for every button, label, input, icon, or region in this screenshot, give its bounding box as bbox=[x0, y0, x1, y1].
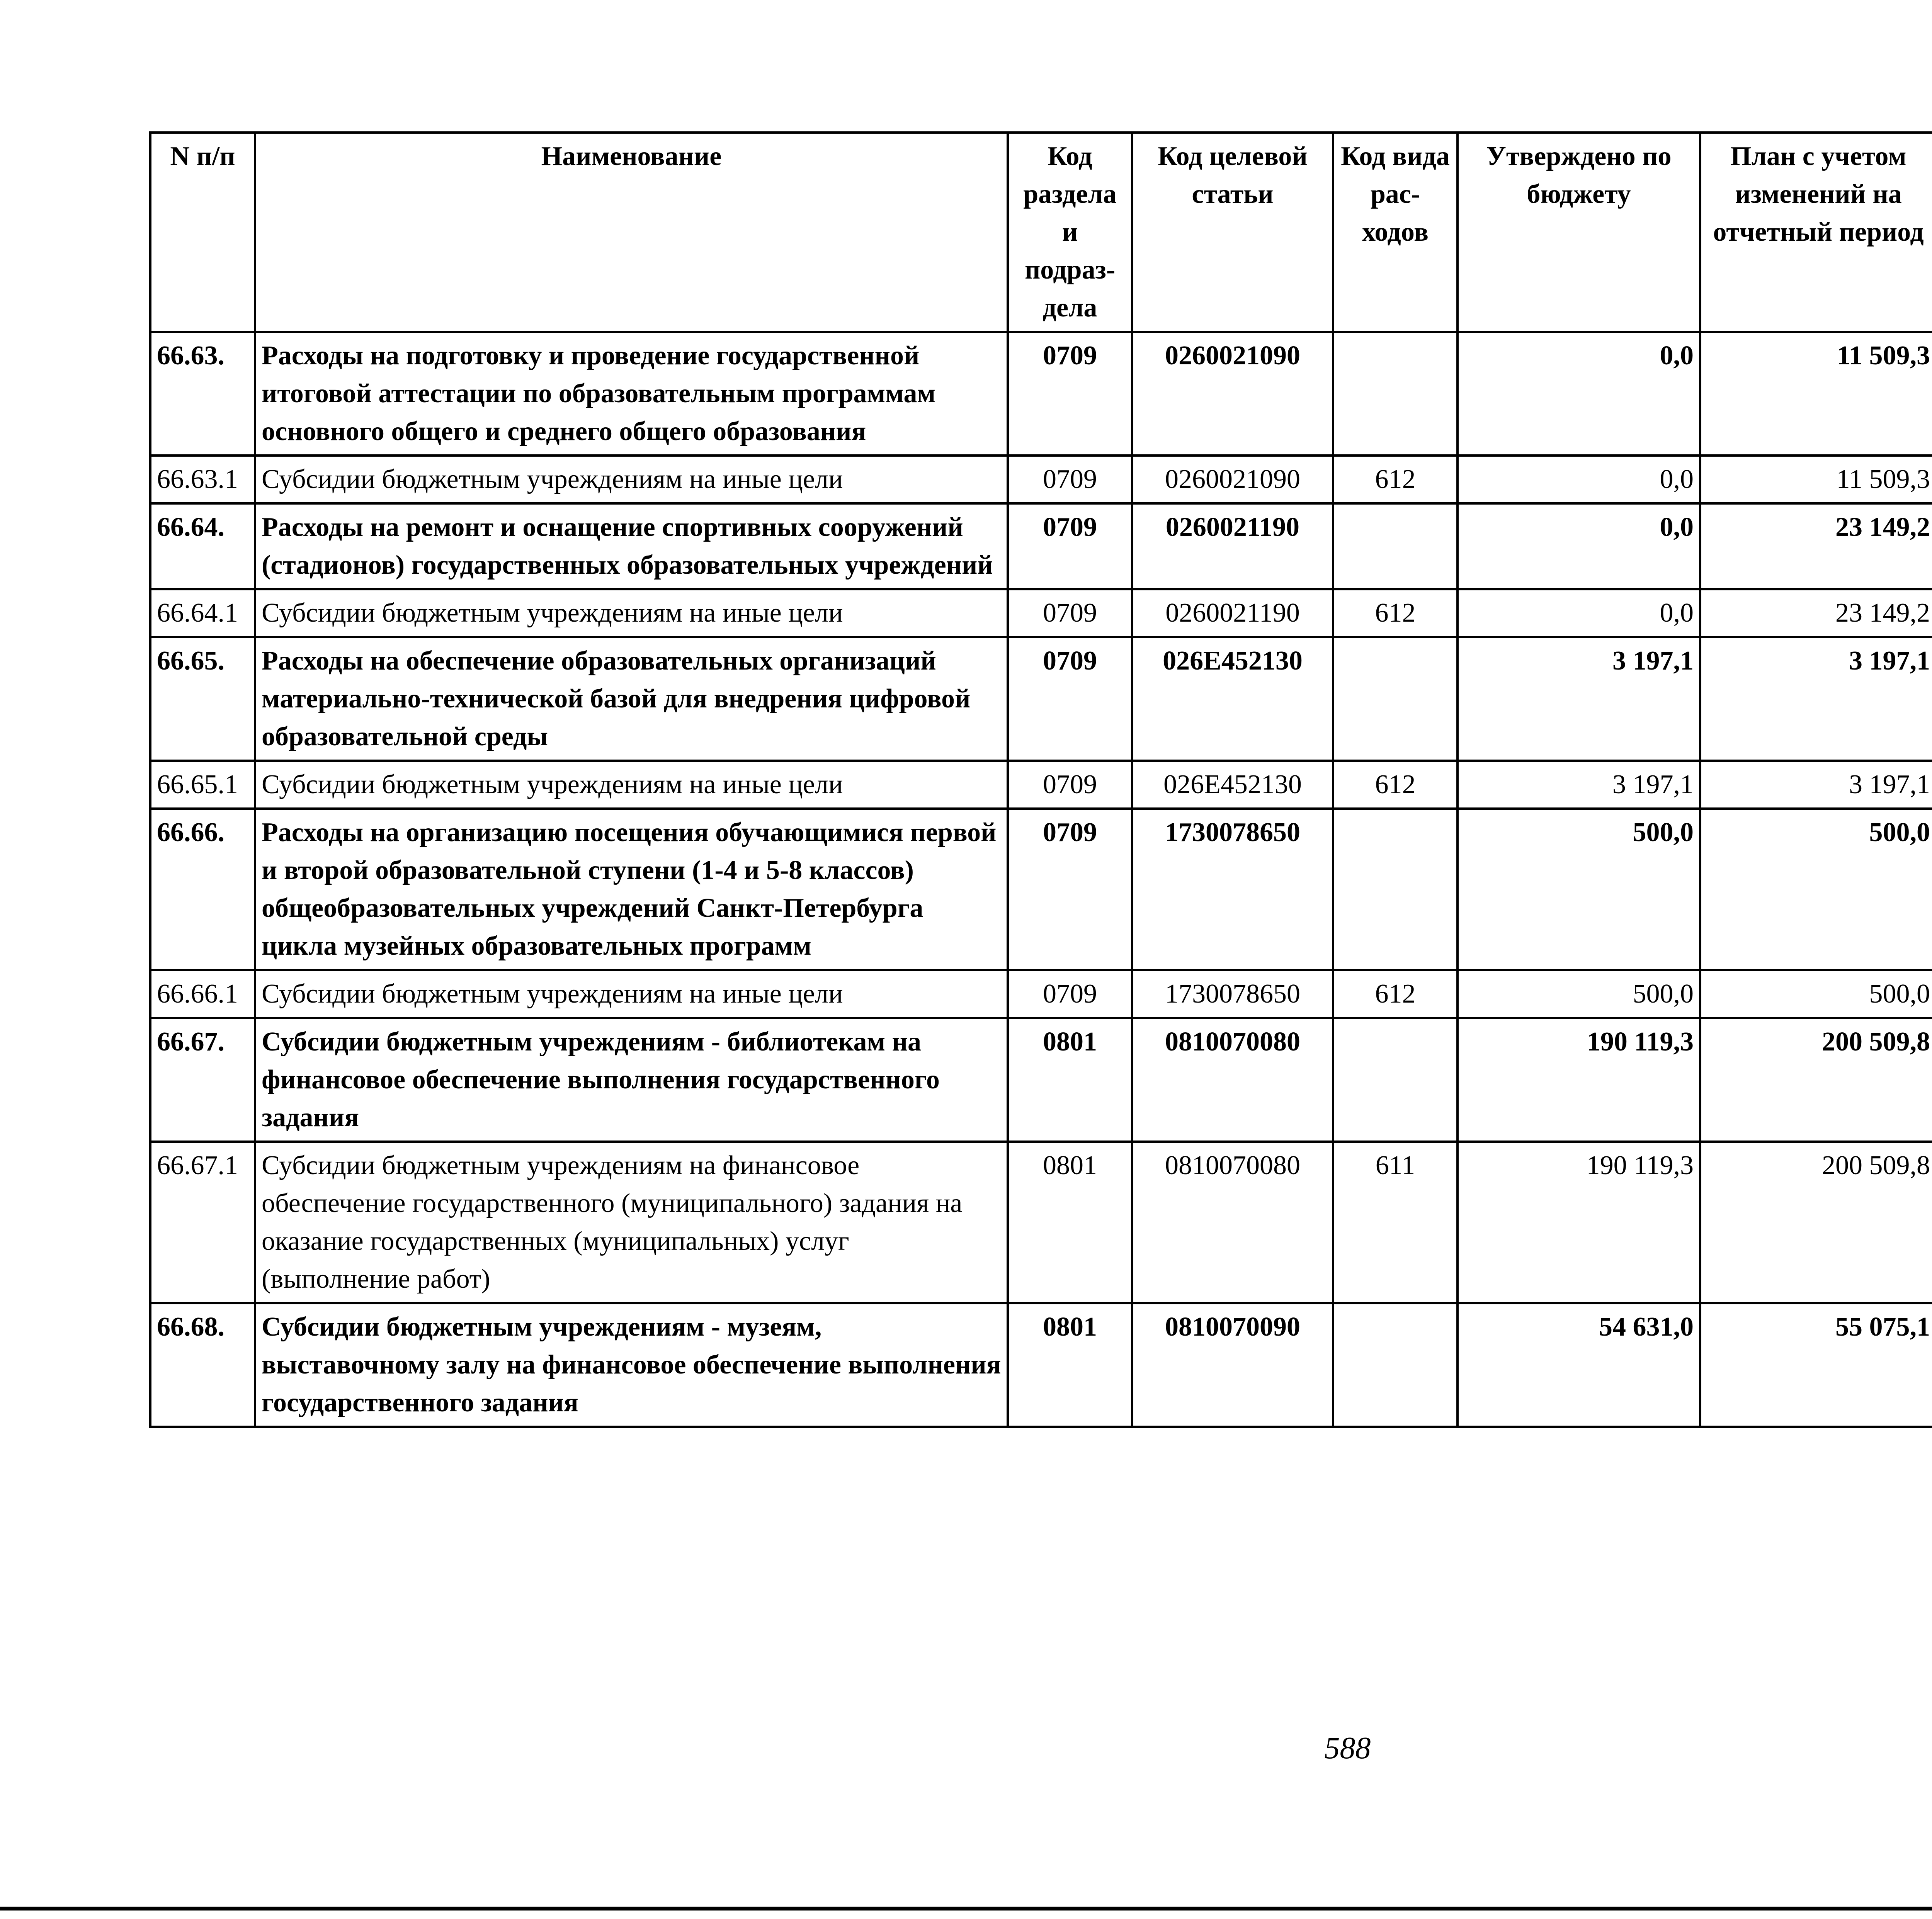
cell-expense-code bbox=[1333, 332, 1458, 456]
cell-name: Расходы на организацию посещения обучающимися первой и второй образовательной ступени (1-4 и 5-8 классов) общеобразовательных учреждений Санкт-Петербурга цикла музейных образовательных программ bbox=[255, 809, 1008, 970]
cell-approved: 3 197,1 bbox=[1458, 637, 1700, 761]
cell-target-code: 0810070080 bbox=[1132, 1142, 1333, 1303]
cell-plan: 500,0 bbox=[1700, 809, 1932, 970]
cell-num: 66.67. bbox=[150, 1018, 255, 1142]
table-row bbox=[150, 970, 1932, 1018]
cell-num: 66.64.1 bbox=[150, 589, 255, 637]
cell-plan: 23 149,2 bbox=[1700, 503, 1932, 589]
cell-section-code: 0709 bbox=[1008, 503, 1132, 589]
cell-approved: 500,0 bbox=[1458, 809, 1700, 970]
cell-section-code: 0709 bbox=[1008, 332, 1132, 456]
cell-section-code: 0709 bbox=[1008, 809, 1132, 970]
cell-num: 66.65.1 bbox=[150, 761, 255, 809]
cell-expense-code bbox=[1333, 1018, 1458, 1142]
header-name: Наименование bbox=[255, 133, 1008, 332]
cell-target-code: 0260021090 bbox=[1132, 332, 1333, 456]
cell-name: Субсидии бюджетным учреждениям на иные цели bbox=[255, 456, 1008, 503]
table-row bbox=[150, 332, 1932, 456]
table-row bbox=[150, 1142, 1932, 1303]
cell-plan: 200 509,8 bbox=[1700, 1142, 1932, 1303]
header-approved: Утверждено по бюджету bbox=[1458, 133, 1700, 332]
cell-name: Субсидии бюджетным учреждениям на иные цели bbox=[255, 970, 1008, 1018]
cell-section-code: 0709 bbox=[1008, 456, 1132, 503]
cell-target-code: 0260021190 bbox=[1132, 503, 1333, 589]
cell-expense-code bbox=[1333, 1303, 1458, 1427]
cell-target-code: 0260021090 bbox=[1132, 456, 1333, 503]
cell-approved: 0,0 bbox=[1458, 332, 1700, 456]
table-body bbox=[150, 332, 1932, 1427]
cell-target-code: 1730078650 bbox=[1132, 809, 1333, 970]
cell-num: 66.63.1 bbox=[150, 456, 255, 503]
cell-num: 66.66.1 bbox=[150, 970, 255, 1018]
cell-section-code: 0709 bbox=[1008, 761, 1132, 809]
cell-num: 66.68. bbox=[150, 1303, 255, 1427]
cell-plan: 3 197,1 bbox=[1700, 637, 1932, 761]
cell-num: 66.65. bbox=[150, 637, 255, 761]
cell-expense-code: 612 bbox=[1333, 456, 1458, 503]
cell-plan: 11 509,3 bbox=[1700, 456, 1932, 503]
header-num: N п/п bbox=[150, 133, 255, 332]
cell-section-code: 0801 bbox=[1008, 1018, 1132, 1142]
table-row bbox=[150, 589, 1932, 637]
cell-num: 66.66. bbox=[150, 809, 255, 970]
cell-target-code: 0260021190 bbox=[1132, 589, 1333, 637]
cell-num: 66.63. bbox=[150, 332, 255, 456]
cell-target-code: 0810070090 bbox=[1132, 1303, 1333, 1427]
cell-approved: 3 197,1 bbox=[1458, 761, 1700, 809]
cell-section-code: 0801 bbox=[1008, 1142, 1132, 1303]
table-header bbox=[150, 133, 1932, 332]
cell-target-code: 026E452130 bbox=[1132, 761, 1333, 809]
table-row bbox=[150, 809, 1932, 970]
cell-approved: 190 119,3 bbox=[1458, 1018, 1700, 1142]
cell-expense-code bbox=[1333, 809, 1458, 970]
cell-section-code: 0709 bbox=[1008, 589, 1132, 637]
cell-approved: 0,0 bbox=[1458, 503, 1700, 589]
header-section-code: Код раздела и подраз- дела bbox=[1008, 133, 1132, 332]
table-row bbox=[150, 1018, 1932, 1142]
cell-section-code: 0709 bbox=[1008, 637, 1132, 761]
header-expense-code: Код вида рас- ходов bbox=[1333, 133, 1458, 332]
header-target-code: Код целевой статьи bbox=[1132, 133, 1333, 332]
table-row bbox=[150, 761, 1932, 809]
page-number: 588 bbox=[1324, 1731, 1371, 1765]
cell-section-code: 0801 bbox=[1008, 1303, 1132, 1427]
cell-name: Субсидии бюджетным учреждениям - библиотекам на финансовое обеспечение выполнения государственного задания bbox=[255, 1018, 1008, 1142]
cell-approved: 190 119,3 bbox=[1458, 1142, 1700, 1303]
cell-plan: 23 149,2 bbox=[1700, 589, 1932, 637]
cell-name: Субсидии бюджетным учреждениям на иные цели bbox=[255, 589, 1008, 637]
cell-expense-code bbox=[1333, 637, 1458, 761]
table-row bbox=[150, 637, 1932, 761]
cell-name: Субсидии бюджетным учреждениям на иные цели bbox=[255, 761, 1008, 809]
cell-plan: 3 197,1 bbox=[1700, 761, 1932, 809]
budget-execution-table bbox=[149, 131, 1932, 1428]
cell-section-code: 0709 bbox=[1008, 970, 1132, 1018]
table-row bbox=[150, 1303, 1932, 1427]
cell-expense-code: 612 bbox=[1333, 589, 1458, 637]
cell-expense-code: 612 bbox=[1333, 970, 1458, 1018]
cell-name: Расходы на ремонт и оснащение спортивных сооружений (стадионов) государственных образовательных учреждений bbox=[255, 503, 1008, 589]
cell-name: Расходы на подготовку и проведение государственной итоговой аттестации по образовательным программам основного общего и среднего общего образования bbox=[255, 332, 1008, 456]
cell-name: Субсидии бюджетным учреждениям - музеям, выставочному залу на финансовое обеспечение выполнения государственного задания bbox=[255, 1303, 1008, 1427]
cell-plan: 55 075,1 bbox=[1700, 1303, 1932, 1427]
cell-plan: 11 509,3 bbox=[1700, 332, 1932, 456]
cell-expense-code: 612 bbox=[1333, 761, 1458, 809]
cell-expense-code bbox=[1333, 503, 1458, 589]
cell-approved: 0,0 bbox=[1458, 456, 1700, 503]
cell-target-code: 1730078650 bbox=[1132, 970, 1333, 1018]
cell-approved: 500,0 bbox=[1458, 970, 1700, 1018]
cell-target-code: 026E452130 bbox=[1132, 637, 1333, 761]
cell-expense-code: 611 bbox=[1333, 1142, 1458, 1303]
cell-name: Расходы на обеспечение образовательных организаций материально-технической базой для внедрения цифровой образовательной среды bbox=[255, 637, 1008, 761]
table-row bbox=[150, 456, 1932, 503]
cell-approved: 54 631,0 bbox=[1458, 1303, 1700, 1427]
page-bottom-rule bbox=[0, 1907, 1932, 1911]
cell-num: 66.67.1 bbox=[150, 1142, 255, 1303]
header-plan: План с учетом изменений на отчетный период bbox=[1700, 133, 1932, 332]
cell-num: 66.64. bbox=[150, 503, 255, 589]
cell-name: Субсидии бюджетным учреждениям на финансовое обеспечение государственного (муниципального) задания на оказание государственных (муниципальных) услуг (выполнение работ) bbox=[255, 1142, 1008, 1303]
table-row bbox=[150, 503, 1932, 589]
cell-approved: 0,0 bbox=[1458, 589, 1700, 637]
cell-plan: 200 509,8 bbox=[1700, 1018, 1932, 1142]
cell-plan: 500,0 bbox=[1700, 970, 1932, 1018]
cell-target-code: 0810070080 bbox=[1132, 1018, 1333, 1142]
